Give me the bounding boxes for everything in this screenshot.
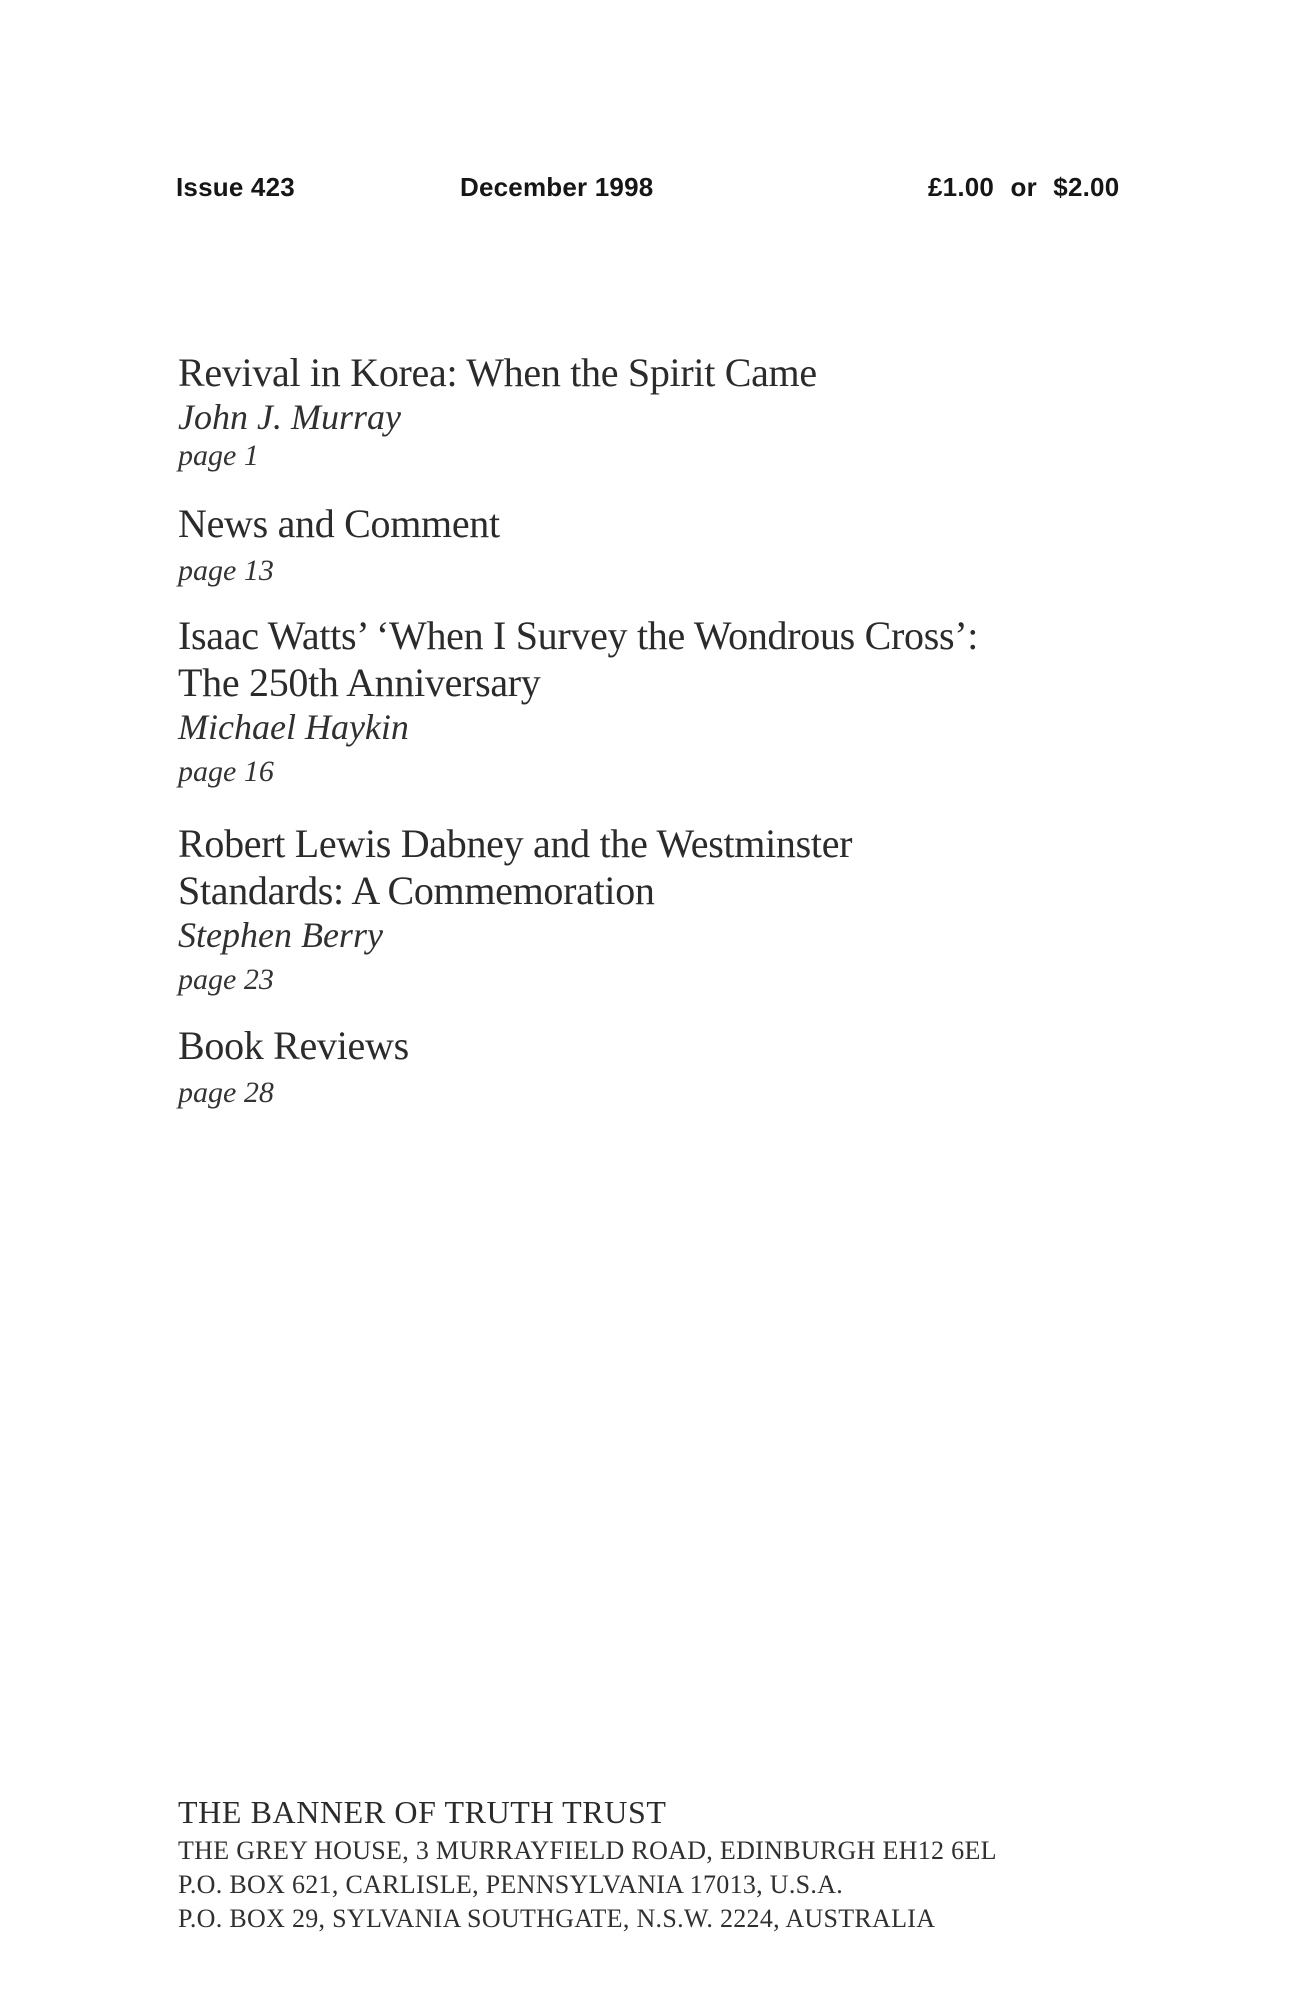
issue-price: £1.00 or $2.00 <box>928 172 1120 202</box>
toc-entry <box>178 500 500 589</box>
toc-entry <box>178 1022 409 1111</box>
publisher-block <box>178 1792 997 1936</box>
issue-number: Issue 423 <box>176 172 295 202</box>
entry-title: Standards: A Commemoration <box>178 868 655 913</box>
publisher-address-line: P.O. BOX 621, CARLISLE, PENNSYLVANIA 17013, U.S.A. <box>178 1870 844 1899</box>
entry-page-ref: page 16 <box>178 755 274 788</box>
entry-author: Michael Haykin <box>178 707 409 747</box>
entry-title: Isaac Watts’ ‘When I Survey the Wondrous Cross’: <box>178 613 979 658</box>
entry-title: Book Reviews <box>178 1023 409 1068</box>
entry-author: Stephen Berry <box>178 915 383 955</box>
entry-title: The 250th Anniversary <box>178 660 541 705</box>
entry-page-ref: page 1 <box>178 439 259 472</box>
entry-page-ref: page 13 <box>178 554 274 587</box>
entry-author: John J. Murray <box>178 397 401 437</box>
toc-entry <box>178 612 978 790</box>
entry-page-ref: page 23 <box>178 963 274 996</box>
toc-entry <box>178 820 852 998</box>
entry-title: News and Comment <box>178 501 500 546</box>
entry-title: Robert Lewis Dabney and the Westminster <box>178 821 853 866</box>
toc-entry <box>178 349 817 474</box>
issue-date: December 1998 <box>460 172 654 202</box>
entry-title: Revival in Korea: When the Spirit Came <box>178 350 817 395</box>
publisher-address-line: P.O. BOX 29, SYLVANIA SOUTHGATE, N.S.W. 2224, AUSTRALIA <box>178 1904 936 1933</box>
entry-page-ref: page 28 <box>178 1076 274 1109</box>
publisher-address-line: THE GREY HOUSE, 3 MURRAYFIELD ROAD, EDINBURGH EH12 6EL <box>178 1836 997 1865</box>
publisher-name: THE BANNER OF TRUTH TRUST <box>178 1794 667 1830</box>
